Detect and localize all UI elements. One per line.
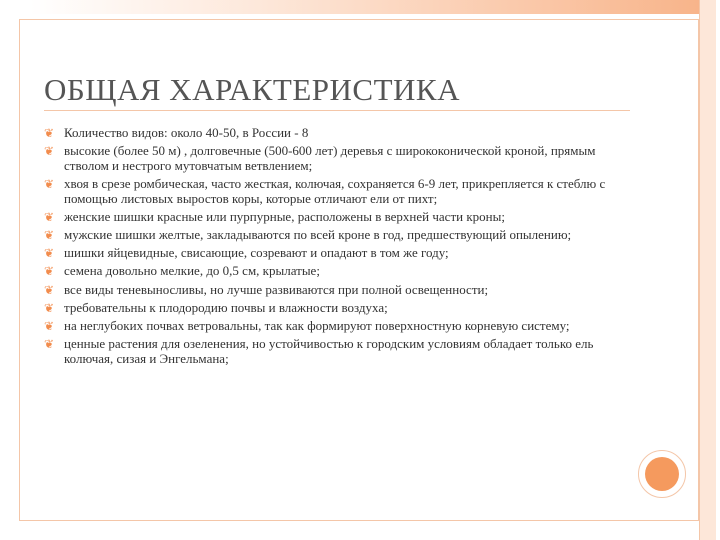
title-divider [44, 110, 630, 111]
bullet-item [44, 126, 624, 141]
bullet-text: семена довольно мелкие, до 0,5 см, крылатые; [64, 263, 320, 279]
bullet-item [44, 177, 624, 206]
top-decorative-bar [30, 0, 701, 14]
bullet-text: женские шишки красные или пурпурные, расположены в верхней части кроны; [64, 208, 505, 224]
fleuron-bullet-icon: ❦ [44, 337, 55, 352]
right-decorative-bar [699, 0, 716, 540]
fleuron-bullet-icon: ❦ [44, 282, 55, 297]
bullet-item [44, 337, 624, 366]
fleuron-bullet-icon: ❦ [44, 144, 55, 159]
bullet-text: хвоя в срезе ромбическая, часто жесткая, колючая, сохраняется 6-9 лет, прикрепляется к стеблю с помощью листовых выростов коры, которые отличают ели от пихт; [64, 175, 606, 206]
fleuron-bullet-icon: ❦ [44, 246, 55, 261]
bullet-text: ценные растения для озеленения, но устойчивостью к городским условиям обладает только ель колючая, сизая и Энгельмана; [64, 336, 594, 366]
bullet-text: шишки яйцевидные, свисающие, созревают и опадают в том же году; [64, 245, 449, 261]
bullet-text: высокие (более 50 м) , долговечные (500-600 лет) деревья с ширококонической кроной, прямым стволом и нестрого мутовчатым ветвлением; [64, 143, 596, 173]
bullet-item [44, 283, 624, 298]
bullet-list [44, 126, 624, 370]
bullet-item [44, 264, 624, 279]
bullet-text: все виды теневыносливы, но лучше развиваются при полной освещенности; [64, 281, 489, 297]
bullet-item [44, 301, 624, 316]
fleuron-bullet-icon: ❦ [44, 318, 55, 333]
fleuron-bullet-icon: ❦ [44, 227, 55, 242]
fleuron-bullet-icon: ❦ [44, 126, 55, 140]
fleuron-bullet-icon: ❦ [44, 209, 55, 224]
bullet-text: требовательны к плодородию почвы и влажности воздуха; [64, 299, 388, 315]
bullet-text: мужские шишки желтые, закладываются по всей кроне в год, предшествующий опылению; [64, 226, 572, 242]
bullet-item [44, 228, 624, 243]
bullet-item [44, 210, 624, 225]
slide-title: ОБЩАЯ ХАРАКТЕРИСТИКА [44, 72, 460, 107]
fleuron-bullet-icon: ❦ [44, 300, 55, 315]
fleuron-bullet-icon: ❦ [44, 176, 55, 191]
bullet-text: Количество видов: около 40-50, в России - 8 [64, 125, 309, 140]
bullet-item [44, 319, 624, 334]
bullet-item [44, 246, 624, 261]
bullet-item [44, 144, 624, 173]
decorative-circle-inner [645, 457, 679, 491]
fleuron-bullet-icon: ❦ [44, 264, 55, 279]
bullet-text: на неглубоких почвах ветровальны, так как формируют поверхностную корневую систему; [64, 317, 570, 333]
